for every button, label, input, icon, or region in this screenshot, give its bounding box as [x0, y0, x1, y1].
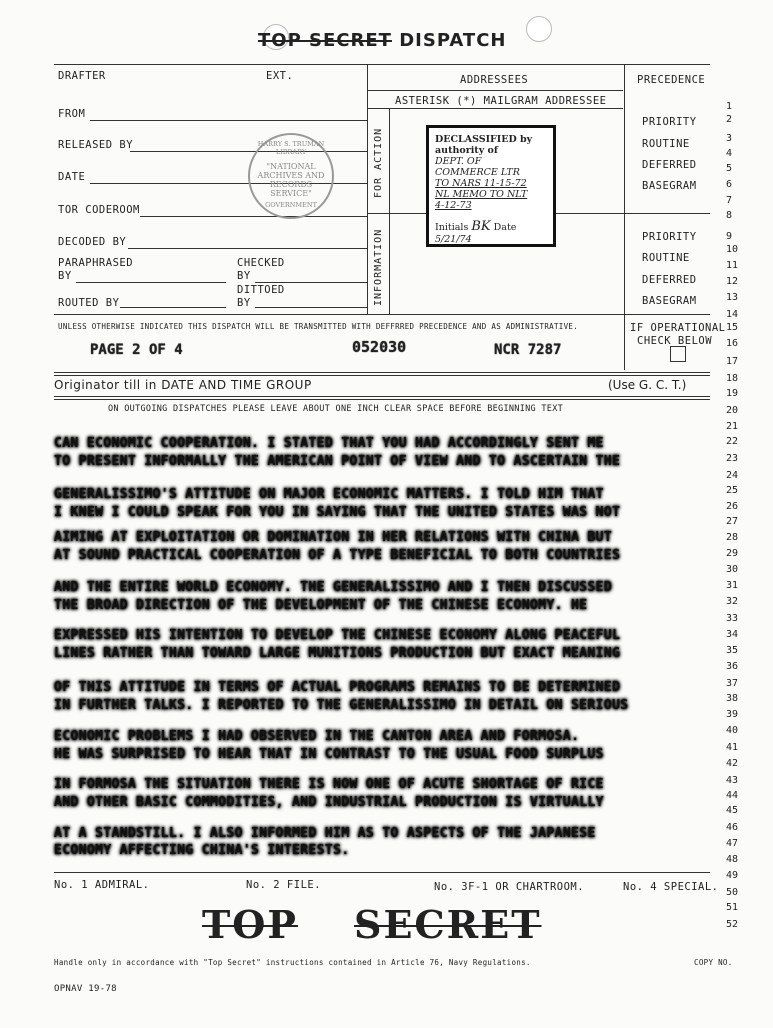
action-deferred: DEFERRED — [642, 159, 697, 171]
line-number: 37 — [726, 678, 739, 689]
footer-top-stamp: TOP — [202, 902, 298, 947]
line-number: 43 — [726, 775, 739, 786]
body-line: CAN ECONOMIC COOPERATION. I STATED THAT YOU HAD ACCORDINGLY SENT ME — [54, 436, 604, 451]
line-number: 27 — [726, 516, 739, 527]
body-line: EXPRESSED HIS INTENTION TO DEVELOP THE CHINESE ECONOMY ALONG PEACEFUL — [54, 628, 621, 643]
line-number: 45 — [726, 805, 739, 816]
information-label: INFORMATION — [373, 228, 384, 306]
body-line: IN FORMOSA THE SITUATION THERE IS NOW ONE OF ACUTE SHORTAGE OF RICE — [54, 777, 604, 792]
line-number: 14 — [726, 309, 739, 320]
line-number: 41 — [726, 742, 739, 753]
ext-label: EXT. — [266, 70, 294, 82]
stamp-line: SERVICE" — [270, 189, 312, 198]
declass-initials-row — [435, 219, 547, 245]
line-number: 50 — [726, 887, 739, 898]
body-line: AT A STANDSTILL. I ALSO INFORMED HIM AS TO ASPECTS OF THE JAPANESE — [54, 826, 596, 841]
action-basegram: BASEGRAM — [642, 180, 697, 192]
line-number: 40 — [726, 725, 739, 736]
footer-secret-stamp: SECRET — [354, 902, 542, 947]
form-col-divider-2 — [389, 108, 390, 314]
date-label: DATE — [58, 171, 86, 183]
form-asterisk-underline — [367, 108, 623, 109]
action-routine: ROUTINE — [642, 138, 690, 150]
body-line: ECONOMY AFFECTING CHINA'S INTERESTS. — [54, 843, 350, 858]
line-number: 19 — [726, 388, 739, 399]
form-col-divider-3 — [624, 64, 625, 314]
stamp-line: "NATIONAL — [266, 162, 316, 171]
handling-instructions: Handle only in accordance with "Top Secret" instructions contained in Article 76, Navy Regulations. — [54, 958, 531, 967]
line-number: 39 — [726, 709, 739, 720]
routed-by-line — [120, 307, 226, 308]
body-line: LINES RATHER THAN TOWARD LARGE MUNITIONS PRODUCTION BUT EXACT MEANING — [54, 646, 621, 661]
copy-1-label: No. 1 ADMIRAL. — [54, 879, 150, 891]
line-number: 2 — [726, 114, 733, 125]
asterisk-label: ASTERISK (*) MAILGRAM ADDRESSEE — [395, 95, 607, 107]
body-line: AND OTHER BASIC COMMODITIES, AND INDUSTRIAL PRODUCTION IS VIRTUALLY — [54, 795, 604, 810]
tor-coderoom-line — [140, 216, 367, 217]
stamp-line: HARRY S. TRUMAN LIBRARY — [257, 140, 325, 156]
decoded-by-line — [128, 248, 367, 249]
body-line: GENERALISSIMO'S ATTITUDE ON MAJOR ECONOMIC MATTERS. I TOLD HIM THAT — [54, 487, 604, 502]
declass-line5: 4-12-73 — [435, 200, 472, 211]
line-number: 30 — [726, 564, 739, 575]
addressees-label: ADDRESSEES — [460, 74, 529, 86]
copy-4-label: No. 4 SPECIAL. — [623, 881, 719, 893]
use-gct-label: (Use G. C. T.) — [608, 378, 687, 392]
originator-top-line-2 — [54, 375, 710, 376]
page-indicator: PAGE 2 OF 4 — [90, 342, 183, 358]
line-number: 16 — [726, 338, 739, 349]
decoded-by-label: DECODED BY — [58, 236, 127, 248]
line-number: 44 — [726, 790, 739, 801]
from-label: FROM — [58, 108, 86, 120]
declass-line2: DEPT. OF COMMERCE LTR — [435, 156, 520, 178]
footer-top-line — [54, 872, 710, 873]
dittoed-by-label: BY — [237, 297, 251, 309]
precedence-label: PRECEDENCE — [637, 74, 706, 86]
stamp-line: RECORDS — [269, 180, 313, 189]
page-header — [258, 30, 506, 51]
punch-hole-right — [526, 16, 552, 42]
line-number: 36 — [726, 661, 739, 672]
originator-label: Originator till in DATE AND TIME GROUP — [54, 378, 312, 392]
info-routine: ROUTINE — [642, 252, 690, 264]
checked-line — [255, 282, 367, 283]
initials-label: Initials — [435, 222, 469, 233]
line-number: 38 — [726, 693, 739, 704]
line-number: 24 — [726, 470, 739, 481]
date-time-group: 052030 — [352, 338, 407, 356]
stamp-line: GOVERNMENT — [265, 201, 317, 209]
line-number: 23 — [726, 453, 739, 464]
copy-3-label: No. 3F-1 OR CHARTROOM. — [434, 881, 585, 893]
line-number: 8 — [726, 210, 733, 221]
line-number: 29 — [726, 548, 739, 559]
operational-divider — [624, 314, 625, 370]
paraphrased-line — [76, 282, 226, 283]
line-number: 21 — [726, 421, 739, 432]
line-number: 17 — [726, 356, 739, 367]
action-priority: PRIORITY — [642, 116, 697, 128]
date-value: 5/21/74 — [435, 234, 472, 245]
body-line: ECONOMIC PROBLEMS I HAD OBSERVED IN THE CANTON AREA AND FORMOSA. — [54, 729, 580, 744]
ncr-number: NCR 7287 — [494, 342, 562, 358]
paraphrased-by-label: BY — [58, 270, 72, 282]
line-number: 22 — [726, 436, 739, 447]
line-number: 33 — [726, 613, 739, 624]
line-number: 52 — [726, 919, 739, 930]
declass-line1: DECLASSIFIED by authority of — [435, 134, 533, 156]
line-number: 20 — [726, 405, 739, 416]
line-number: 47 — [726, 838, 739, 849]
copy-number-label: COPY NO. — [694, 958, 733, 967]
from-line — [90, 120, 367, 121]
tor-coderoom-label: TOR CODEROOM — [58, 204, 140, 216]
info-deferred: DEFERRED — [642, 274, 697, 286]
line-number: 49 — [726, 870, 739, 881]
line-number: 34 — [726, 629, 739, 640]
drafter-label: DRAFTER — [58, 70, 106, 82]
body-line: HE WAS SURPRISED TO HEAR THAT IN CONTRAST TO THE USUAL FOOD SURPLUS — [54, 747, 604, 762]
form-col-divider-1 — [367, 64, 368, 314]
routed-by-label: ROUTED BY — [58, 297, 120, 309]
form-bottom-border — [54, 314, 710, 315]
body-line: THE BROAD DIRECTION OF THE DEVELOPMENT OF THE CHINESE ECONOMY. HE — [54, 598, 588, 613]
outgoing-note: ON OUTGOING DISPATCHES PLEASE LEAVE ABOUT ONE INCH CLEAR SPACE BEFORE BEGINNING TEXT — [108, 404, 564, 414]
date-label: Date — [493, 222, 517, 233]
originator-top-line — [54, 372, 710, 373]
checked-by-label: BY — [237, 270, 251, 282]
declass-line3: TO NARS 11-15-72 — [435, 178, 527, 189]
line-number: 51 — [726, 902, 739, 913]
info-priority: PRIORITY — [642, 231, 697, 243]
line-number: 5 — [726, 163, 733, 174]
line-number: 31 — [726, 580, 739, 591]
for-action-label: FOR ACTION — [373, 127, 384, 198]
line-number: 12 — [726, 276, 739, 287]
body-line: AIMING AT EXPLOITATION OR DOMINATION IN HER RELATIONS WITH CHINA BUT — [54, 530, 612, 545]
line-number: 15 — [726, 322, 739, 333]
line-number: 7 — [726, 195, 733, 206]
copy-2-label: No. 2 FILE. — [246, 879, 322, 891]
check-below-label: CHECK BELOW — [637, 335, 713, 347]
if-operational-label: IF OPERATIONAL — [630, 322, 726, 334]
line-number: 18 — [726, 373, 739, 384]
line-number: 13 — [726, 292, 739, 303]
transmission-notice: UNLESS OTHERWISE INDICATED THIS DISPATCH WILL BE TRANSMITTED WITH DEFFRRED PRECEDENCE AND AS ADMINISTRATIVE. — [58, 322, 579, 331]
form-header-underline — [367, 90, 623, 91]
body-line: OF THIS ATTITUDE IN TERMS OF ACTUAL PROGRAMS REMAINS TO BE DETERMINED — [54, 680, 621, 695]
body-line: TO PRESENT INFORMALLY THE AMERICAN POINT OF VIEW AND TO ASCERTAIN THE — [54, 454, 621, 469]
dittoed-line — [255, 307, 367, 308]
line-number: 6 — [726, 179, 733, 190]
info-basegram: BASEGRAM — [642, 295, 697, 307]
line-number: 10 — [726, 244, 739, 255]
form-top-border — [54, 64, 710, 65]
operational-checkbox[interactable] — [670, 346, 686, 362]
line-number: 42 — [726, 758, 739, 769]
line-number: 11 — [726, 260, 739, 271]
declassified-stamp — [426, 125, 556, 247]
body-line: AND THE ENTIRE WORLD ECONOMY. THE GENERALISSIMO AND I THEN DISCUSSED — [54, 580, 612, 595]
initials-value: BK — [471, 219, 491, 234]
stamp-line: ARCHIVES AND — [257, 171, 325, 180]
checked-label: CHECKED — [237, 257, 285, 269]
dittoed-label: DITTOED — [237, 284, 285, 296]
line-number: 4 — [726, 148, 733, 159]
declass-line4: NL MEMO TO NLT — [435, 189, 528, 200]
line-number: 26 — [726, 501, 739, 512]
body-line: AT SOUND PRACTICAL COOPERATION OF A TYPE BENEFICIAL TO BOTH COUNTRIES — [54, 548, 621, 563]
line-number: 3 — [726, 133, 733, 144]
paraphrased-label: PARAPHRASED — [58, 257, 134, 269]
header-dispatch: DISPATCH — [399, 30, 507, 51]
originator-bottom-line — [54, 396, 710, 397]
line-number: 35 — [726, 645, 739, 656]
form-number: OPNAV 19-78 — [54, 984, 117, 994]
line-number: 48 — [726, 854, 739, 865]
archives-stamp — [248, 133, 334, 219]
line-number: 25 — [726, 485, 739, 496]
header-top-secret: TOP SECRET — [258, 30, 392, 51]
line-number: 1 — [726, 101, 733, 112]
line-number: 46 — [726, 822, 739, 833]
released-by-label: RELEASED BY — [58, 139, 134, 151]
body-line: I KNEW I COULD SPEAK FOR YOU IN SAYING THAT THE UNITED STATES WAS NOT — [54, 505, 621, 520]
originator-bottom-line-2 — [54, 399, 710, 400]
line-number: 28 — [726, 532, 739, 543]
line-number: 9 — [726, 231, 733, 242]
line-number: 32 — [726, 596, 739, 607]
body-line: IN FURTHER TALKS. I REPORTED TO THE GENERALISSIMO IN DETAIL ON SERIOUS — [54, 698, 629, 713]
